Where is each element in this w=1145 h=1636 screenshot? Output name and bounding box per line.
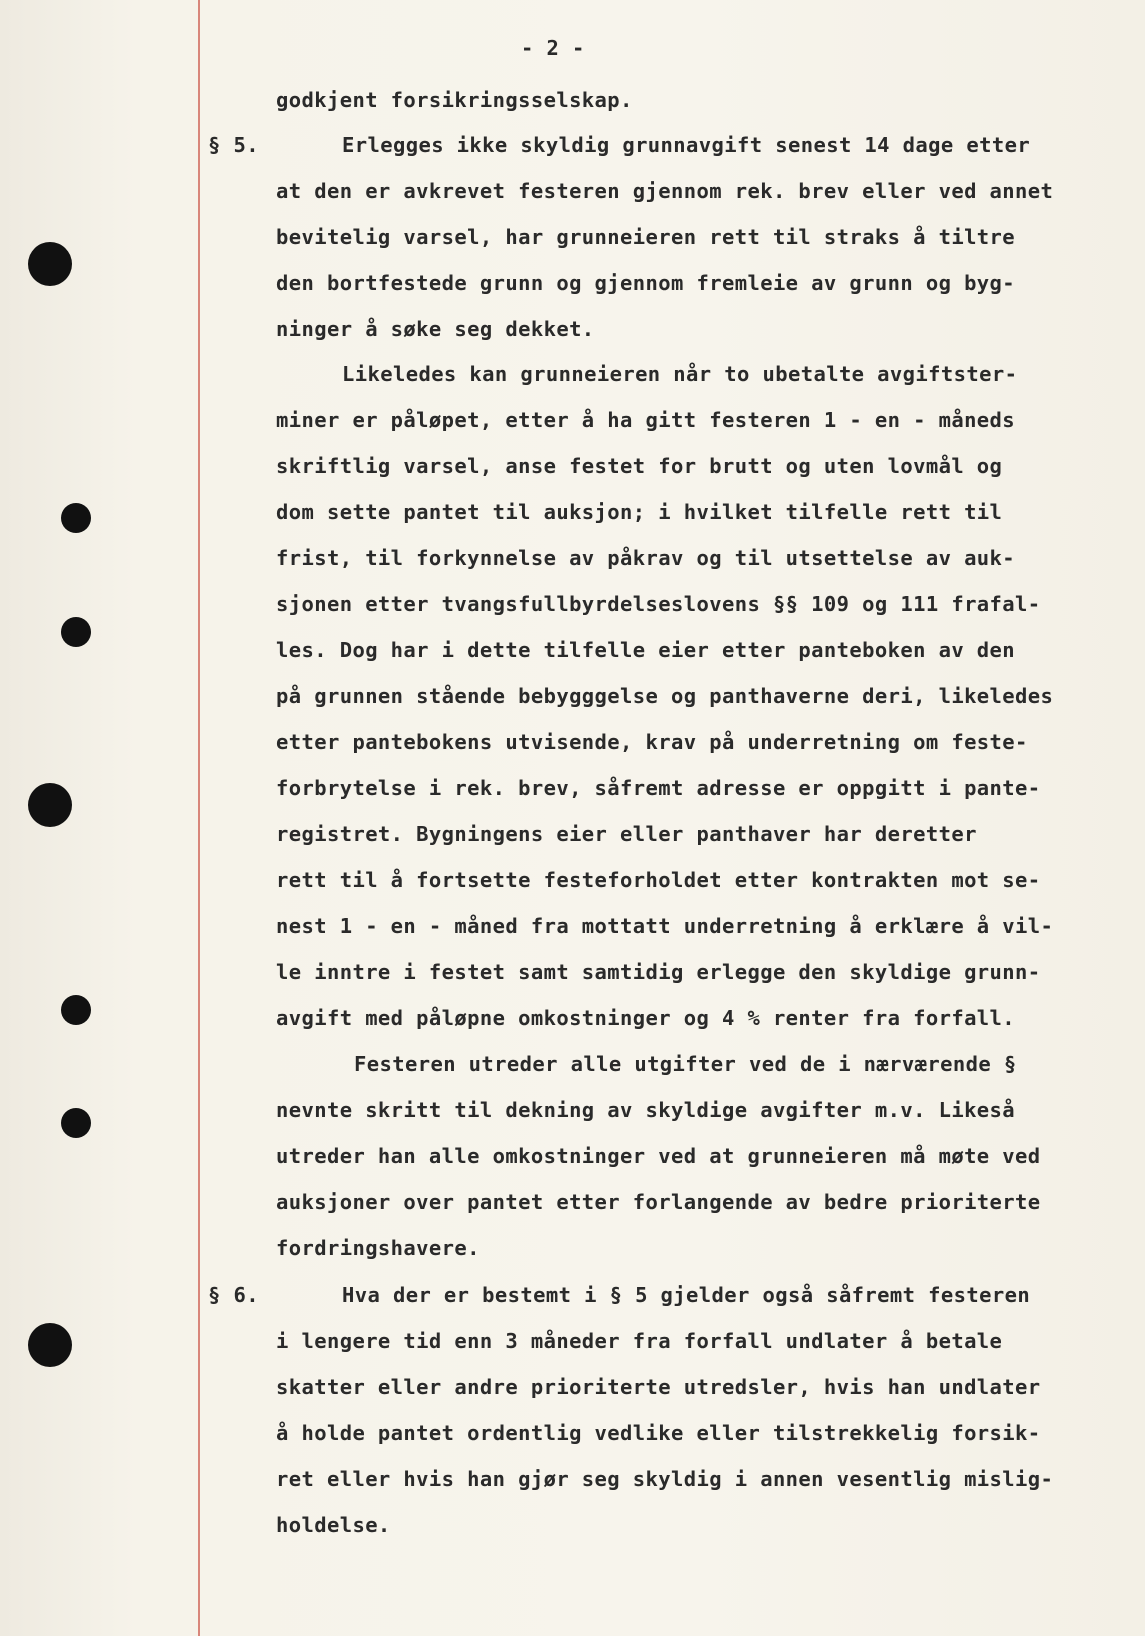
text-line: Likeledes kan grunneieren når to ubetalte avgiftster- [342, 362, 1018, 386]
text-line: fordringshavere. [276, 1236, 480, 1260]
text-line: Erlegges ikke skyldig grunnavgift senest 14 dage etter [342, 133, 1031, 157]
text-line: le inntre i festet samt samtidig erlegge den skyldige grunn- [276, 960, 1041, 984]
text-line: nest 1 - en - måned fra mottatt underretning å erklære å vil- [276, 914, 1054, 938]
punch-hole [28, 1323, 72, 1367]
text-line: registret. Bygningens eier eller panthaver har deretter [276, 822, 977, 846]
text-line: forbrytelse i rek. brev, såfremt adresse er oppgitt i pante- [276, 776, 1041, 800]
text-line: etter pantebokens utvisende, krav på underretning om feste- [276, 730, 1028, 754]
text-line: bevitelig varsel, har grunneieren rett til straks å tiltre [276, 225, 1016, 249]
text-line: dom sette pantet til auksjon; i hvilket tilfelle rett til [276, 500, 1003, 524]
text-line: på grunnen stående bebygggelse og panthaverne deri, likeledes [276, 684, 1054, 708]
text-line: sjonen etter tvangsfullbyrdelseslovens §§ 109 og 111 frafal- [276, 592, 1041, 616]
text-line: frist, til forkynnelse av påkrav og til utsettelse av auk- [276, 546, 1016, 570]
punch-hole [28, 783, 72, 827]
text-line: Hva der er bestemt i § 5 gjelder også såfremt festeren [342, 1283, 1031, 1307]
text-line: auksjoner over pantet etter forlangende av bedre prioriterte [276, 1190, 1041, 1214]
text-line: den bortfestede grunn og gjennom fremleie av grunn og byg- [276, 271, 1016, 295]
page-number: - 2 - [521, 36, 585, 60]
text-line: at den er avkrevet festeren gjennom rek. brev eller ved annet [276, 179, 1054, 203]
text-line: holdelse. [276, 1513, 391, 1537]
text-line: miner er påløpet, etter å ha gitt festeren 1 - en - måneds [276, 408, 1016, 432]
punch-hole [61, 617, 91, 647]
punch-hole [61, 503, 91, 533]
text-line: les. Dog har i dette tilfelle eier etter panteboken av den [276, 638, 1016, 662]
paragraph-mark: § 6. [208, 1283, 259, 1307]
margin-rule [198, 0, 200, 1636]
punch-hole [61, 995, 91, 1025]
paragraph-mark: § 5. [208, 133, 259, 157]
text-line: avgift med påløpne omkostninger og 4 % renter fra forfall. [276, 1006, 1016, 1030]
text-line: i lengere tid enn 3 måneder fra forfall undlater å betale [276, 1329, 1003, 1353]
text-line: utreder han alle omkostninger ved at grunneieren må møte ved [276, 1144, 1041, 1168]
text-line: skatter eller andre prioriterte utredsler, hvis han undlater [276, 1375, 1041, 1399]
text-line: Festeren utreder alle utgifter ved de i nærværende § [354, 1052, 1017, 1076]
text-line: å holde pantet ordentlig vedlike eller tilstrekkelig forsik- [276, 1421, 1041, 1445]
text-line: nevnte skritt til dekning av skyldige avgifter m.v. Likeså [276, 1098, 1016, 1122]
text-line: ret eller hvis han gjør seg skyldig i annen vesentlig mislig- [276, 1467, 1054, 1491]
text-line: rett til å fortsette festeforholdet etter kontrakten mot se- [276, 868, 1041, 892]
punch-hole [61, 1108, 91, 1138]
text-line: godkjent forsikringsselskap. [276, 88, 633, 112]
text-line: ninger å søke seg dekket. [276, 317, 595, 341]
punch-hole [28, 242, 72, 286]
text-line: skriftlig varsel, anse festet for brutt og uten lovmål og [276, 454, 1003, 478]
